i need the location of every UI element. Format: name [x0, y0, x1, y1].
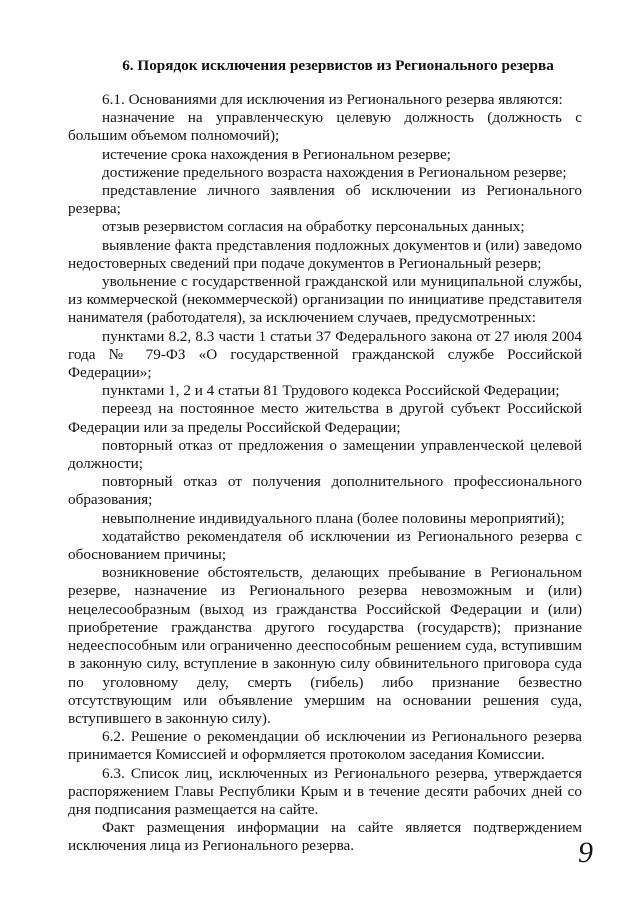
paragraph-item: переезд на постоянное место жительства в другой субъект Российской Федерации или за пределы Российской Федерации;: [68, 400, 582, 436]
section-body: [68, 91, 582, 856]
paragraph-subitem: пунктами 1, 2 и 4 статьи 81 Трудового кодекса Российской Федерации;: [102, 382, 560, 400]
paragraph-item: выявление факта представления подложных документов и (или) заведомо недостоверных сведений при подаче документов в Региональный резерв;: [68, 236, 582, 272]
paragraph-item: представление личного заявления об исключении из Регионального резерва;: [68, 182, 582, 218]
paragraph-item: повторный отказ от получения дополнительного профессионального образования;: [68, 473, 582, 509]
paragraph-item: увольнение с государственной гражданской или муниципальной службы, из коммерческой (некоммерческой) организации по инициативе представителя нанимателя (работодателя), за исключением случаев, предусмотренных:: [68, 273, 582, 327]
section-heading: 6. Порядок исключения резервистов из Регионального резерва: [122, 57, 554, 74]
paragraph-6-1-intro: 6.1. Основаниями для исключения из Регионального резерва являются:: [102, 91, 563, 108]
handwritten-page-number: 9: [578, 836, 593, 869]
paragraph-item: назначение на управленческую целевую должность (должность с большим объемом полномочий);: [68, 109, 582, 145]
paragraph-final: Факт размещения информации на сайте является подтверждением исключения лица из Регионального резерва.: [68, 819, 582, 855]
paragraph-subitem: пунктами 8.2, 8.3 части 1 статьи 37 Федерального закона от 27 июля 2004 года № 79-ФЗ «О государственной гражданской службе Российской Федерации»;: [68, 327, 582, 382]
paragraph-item: отзыв резервистом согласия на обработку персональных данных;: [102, 218, 525, 236]
paragraph-item: достижение предельного возраста нахождения в Региональном резерве;: [102, 163, 567, 181]
paragraph-item: возникновение обстоятельств, делающих пребывание в Региональном резерве, назначение из Регионального резерва невозможным и (или) нецелесообразным (выход из гражданства Российской Федерации и (или) приобретение гражданства другого государства (государств); признание недееспособным или ограниченно дееспособным решением суда, вступившим в законную силу, вступление в законную силу обвинительного приговора суда по уголовному делу, смерть (гибель) либо признание безвестно отсутствующим или объявление умершим на основании решения суда, вступившего в законную силу).: [68, 564, 582, 727]
paragraph-item: ходатайство рекомендателя об исключении из Регионального резерва с обоснованием причины;: [68, 527, 582, 564]
paragraph-item: повторный отказ от предложения о замещении управленческой целевой должности;: [68, 436, 582, 473]
paragraph-6-3: 6.3. Список лиц, исключенных из Регионального резерва, утверждается распоряжением Главы Республики Крым и в течение десяти рабочих дней со дня подписания размещается на сайте.: [68, 764, 582, 818]
paragraph-item: истечение срока нахождения в Региональном резерве;: [102, 145, 451, 163]
paragraph-6-2: 6.2. Решение о рекомендации об исключении из Регионального резерва принимается Комиссией и оформляется протоколом заседания Комиссии.: [68, 728, 582, 764]
paragraph-item: невыполнение индивидуального плана (более половины мероприятий);: [102, 509, 565, 527]
